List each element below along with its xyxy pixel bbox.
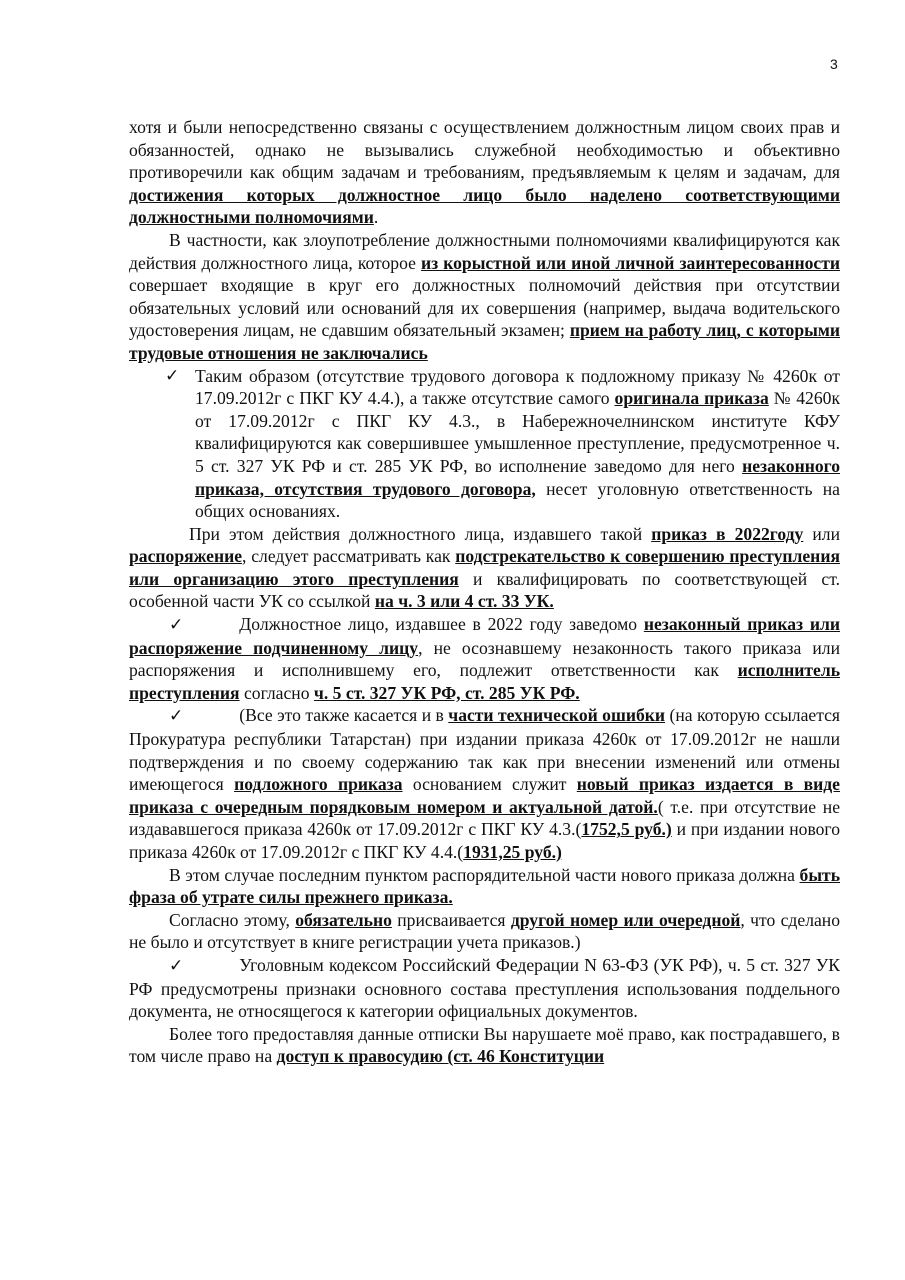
- text-run: хотя и были непосредственно связаны с осуществлением должностным лицом своих прав и обязанностей, однако не вызывались служебной необходимостью и объективно противоречили как общим задачам и требованиям, предъявляемым к целям и задачам, для: [129, 117, 840, 183]
- text-run: Должностное лицо, издавшее в 2022 году заведомо: [239, 614, 644, 635]
- paragraph: [129, 864, 840, 909]
- emphasized-text: быть фраза об утрате силы прежнего приказа.: [129, 864, 840, 908]
- text-run: В частности, как злоупотребление должностными полномочиями квалифицируются как действия должностного лица, которое: [129, 229, 840, 273]
- paragraph: [129, 116, 840, 229]
- text-run: Согласно этому,: [169, 909, 296, 930]
- paragraph: [129, 523, 840, 613]
- text-run: несет уголовную ответственность на общих основаниях.: [195, 478, 840, 522]
- paragraph: [129, 1023, 840, 1068]
- text-run: , следует рассматривать как: [242, 546, 456, 567]
- emphasized-text: 1752,5 руб.): [581, 819, 672, 840]
- paragraph: [129, 909, 840, 954]
- text-run: присваивается: [391, 909, 511, 930]
- emphasized-text: части технической ошибки: [448, 705, 666, 726]
- text-run: (Все это также касается и в: [239, 705, 449, 726]
- checkmark-icon: ✓: [169, 706, 184, 727]
- page-number: 3: [830, 56, 838, 72]
- emphasized-text: оригинала приказа: [614, 388, 769, 409]
- emphasized-text: из корыстной или иной личной заинтересованности: [420, 252, 840, 273]
- text-run: совершает входящие в круг его должностных полномочий действия при отсутствии обязательных условий или оснований для их совершения (например, выдача водительского удостоверения лицам, не сдавшим обязательный экзамен;: [129, 275, 840, 341]
- emphasized-text: доступ к правосудию (ст. 46 Конституции: [276, 1046, 605, 1067]
- checklist-paragraph: [129, 954, 840, 1023]
- text-run: При этом действия должностного лица, издавшего такой: [189, 523, 652, 544]
- emphasized-text: исполнитель преступления: [129, 660, 840, 703]
- text-run: № 4260к от 17.09.2012г с ПКГ КУ 4.3., в Набережночелнинском институте КФУ квалифицируются как совершившее умышленное преступление, предусмотренное ч. 5 ст. 327 УК РФ и ст. 285 УК РФ, во исполнение заведомо для него: [195, 388, 840, 476]
- text-run: (на которую ссылается Прокуратура республики Татарстан) при издании приказа 4260к от 17.09.2012г не нашли подтверждения и по своему содержанию так как при внесении изменений или отмены имеющегося: [129, 705, 841, 795]
- emphasized-text: приказ в 2022году: [651, 523, 804, 544]
- text-run: В этом случае последним пунктом распорядительной части нового приказа должна: [169, 864, 800, 885]
- emphasized-text: незаконного приказа, отсутствия трудового договора,: [195, 455, 840, 499]
- checklist-paragraph: [129, 613, 840, 704]
- emphasized-text: распоряжение: [129, 546, 243, 567]
- document-body: [129, 116, 840, 1068]
- emphasized-text: новый приказ издается в виде приказа с очередным порядковым номером и актуальной датой.: [129, 774, 840, 817]
- text-run: , не осознавшему незаконность такого приказа или распоряжения и исполнившему его, подлежит ответственности как: [129, 637, 841, 681]
- text-run: , что сделано не было и отсутствует в книге регистрации учета приказов.): [129, 909, 840, 953]
- checklist-paragraph: [129, 704, 840, 863]
- text-run: Уголовным кодексом Российский Федерации N 63-ФЗ (УК РФ), ч. 5 ст. 327 УК РФ предусмотрены признаки основного состава преступления использования поддельного документа, не относящегося к категории официальных документов.: [129, 954, 840, 1022]
- text-run: или: [803, 523, 840, 544]
- text-run: Таким образом (отсутствие трудового договора к подложному приказу № 4260к от 17.09.2012г с ПКГ КУ 4.4.), а также отсутствие самого: [195, 365, 840, 409]
- emphasized-text: 1931,25 руб.): [463, 842, 562, 862]
- checklist-paragraph: [129, 365, 840, 523]
- text-run: и при издании нового приказа 4260к от 17.09.2012г с ПКГ КУ 4.4.(: [129, 819, 840, 862]
- text-run: и квалифицировать по соответствующей ст. особенной части УК со ссылкой: [129, 568, 841, 612]
- emphasized-text: подложного приказа: [234, 774, 403, 795]
- checkmark-icon: ✓: [169, 615, 184, 636]
- emphasized-text: на ч. 3 или 4 ст. 33 УК.: [374, 591, 554, 612]
- emphasized-text: подстрекательство к совершению преступления или организацию этого преступления: [129, 546, 840, 589]
- paragraph: [129, 229, 840, 365]
- emphasized-text: ч. 5 ст. 327 УК РФ, ст. 285 УК РФ.: [313, 682, 580, 703]
- emphasized-text: незаконный приказ или распоряжение подчиненному лицу: [129, 614, 840, 658]
- text-run: Более того предоставляя данные отписки Вы нарушаете моё право, как пострадавшего, в том числе право на: [129, 1023, 840, 1067]
- emphasized-text: другой номер или очередной: [510, 909, 741, 930]
- text-run: согласно: [239, 682, 314, 703]
- checkmark-icon: ✓: [165, 365, 180, 386]
- checkmark-icon: ✓: [169, 955, 184, 976]
- emphasized-text: достижения которых должностное лицо было наделено соответствующими должностными полномочиями: [129, 184, 840, 228]
- emphasized-text: обязательно: [295, 909, 392, 930]
- text-run: .: [373, 207, 379, 228]
- text-run: основанием служит: [402, 774, 577, 795]
- text-run: ( т.е. при отсутствие не издававшегося приказа 4260к от 17.09.2012г с ПКГ КУ 4.3.(: [129, 796, 840, 840]
- emphasized-text: прием на работу лиц, с которыми трудовые отношения не заключались: [129, 320, 840, 363]
